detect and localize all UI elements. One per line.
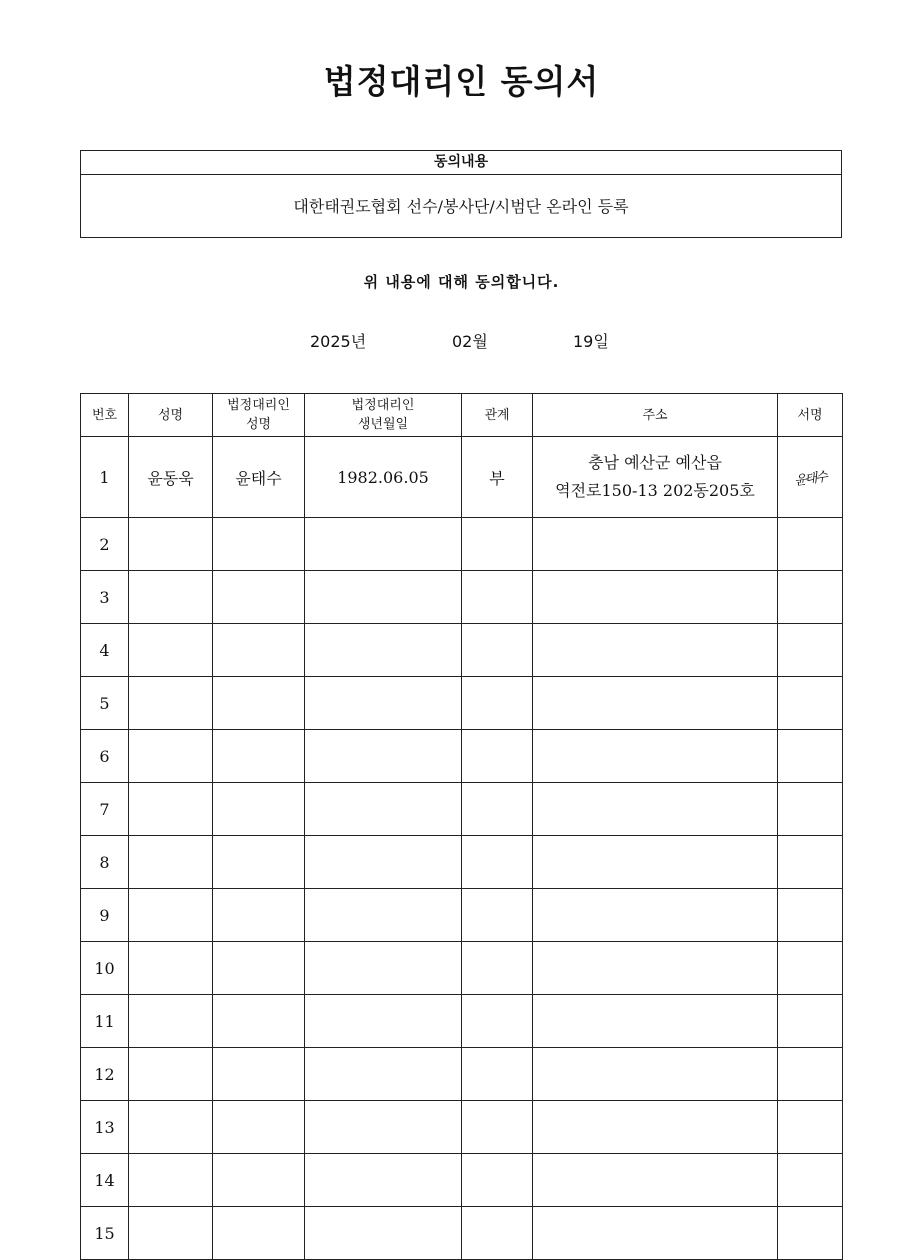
- cell-guardian-name: [213, 942, 305, 995]
- cell-guardian-birth: [305, 1048, 462, 1101]
- cell-relation: [462, 889, 533, 942]
- consent-statement: 위 내용에 대해 동의합니다.: [363, 273, 560, 291]
- cell-relation: [462, 624, 533, 677]
- cell-guardian-name: [213, 730, 305, 783]
- cell-name: [129, 995, 213, 1048]
- cell-guardian-name: [213, 1154, 305, 1207]
- cell-no: 1: [81, 437, 129, 518]
- cell-signature: [778, 1207, 843, 1260]
- cell-no: 2: [81, 518, 129, 571]
- cell-signature: [778, 942, 843, 995]
- cell-signature: [778, 836, 843, 889]
- table-row: [81, 1207, 843, 1260]
- cell-no: 11: [81, 995, 129, 1048]
- cell-no: 15: [81, 1207, 129, 1260]
- cell-address: [533, 1154, 778, 1207]
- cell-relation: [462, 1101, 533, 1154]
- table-row: [81, 624, 843, 677]
- cell-relation: [462, 783, 533, 836]
- cell-guardian-birth: [305, 1101, 462, 1154]
- cell-guardian-name: [213, 624, 305, 677]
- cell-address: [533, 783, 778, 836]
- header-guardian-birth-l1: 법정대리인: [351, 398, 415, 413]
- consent-content-box: [80, 150, 842, 238]
- header-relation: 관계: [462, 394, 533, 437]
- cell-guardian-name: [213, 1048, 305, 1101]
- cell-guardian-name: [213, 1207, 305, 1260]
- cell-signature: [778, 730, 843, 783]
- cell-name: 윤동욱: [129, 437, 213, 518]
- cell-no: 5: [81, 677, 129, 730]
- cell-guardian-name: 윤태수: [213, 437, 305, 518]
- cell-address: [533, 677, 778, 730]
- cell-name: [129, 1154, 213, 1207]
- cell-name: [129, 942, 213, 995]
- address-line-2: 역전로150-13 202동205호: [555, 481, 755, 500]
- cell-relation: [462, 1207, 533, 1260]
- table-row: [81, 1101, 843, 1154]
- cell-relation: [462, 942, 533, 995]
- cell-no: 12: [81, 1048, 129, 1101]
- cell-address: [533, 437, 778, 518]
- cell-guardian-name: [213, 677, 305, 730]
- cell-name: [129, 783, 213, 836]
- consent-content: 대한태권도협회 선수/봉사단/시범단 온라인 등록: [293, 197, 629, 216]
- address-line-1: 충남 예산군 예산읍: [588, 453, 722, 472]
- cell-address: [533, 1048, 778, 1101]
- table-row: [81, 836, 843, 889]
- cell-guardian-birth: [305, 995, 462, 1048]
- cell-signature: [778, 889, 843, 942]
- cell-address: [533, 1207, 778, 1260]
- cell-no: 4: [81, 624, 129, 677]
- cell-no: 9: [81, 889, 129, 942]
- table-row: [81, 1048, 843, 1101]
- cell-guardian-name: [213, 995, 305, 1048]
- table-row: [81, 518, 843, 571]
- cell-name: [129, 1207, 213, 1260]
- cell-address: [533, 730, 778, 783]
- header-address: 주소: [533, 394, 778, 437]
- header-no: 번호: [81, 394, 129, 437]
- cell-address: [533, 571, 778, 624]
- cell-relation: [462, 995, 533, 1048]
- cell-relation: [462, 730, 533, 783]
- table-header-row: [81, 394, 843, 437]
- cell-guardian-birth: [305, 1207, 462, 1260]
- cell-guardian-birth: [305, 730, 462, 783]
- cell-guardian-name: [213, 518, 305, 571]
- cell-address: [533, 942, 778, 995]
- cell-name: [129, 730, 213, 783]
- cell-no: 10: [81, 942, 129, 995]
- cell-guardian-birth: [305, 942, 462, 995]
- cell-signature: [778, 1101, 843, 1154]
- cell-no: 14: [81, 1154, 129, 1207]
- cell-guardian-birth: [305, 677, 462, 730]
- cell-name: [129, 518, 213, 571]
- cell-no: 13: [81, 1101, 129, 1154]
- header-signature: 서명: [778, 394, 843, 437]
- table-row: [81, 571, 843, 624]
- cell-address: [533, 889, 778, 942]
- cell-guardian-birth: [305, 624, 462, 677]
- cell-guardian-name: [213, 783, 305, 836]
- cell-address: [533, 624, 778, 677]
- table-row: [81, 942, 843, 995]
- cell-signature: [778, 677, 843, 730]
- cell-relation: [462, 677, 533, 730]
- cell-relation: [462, 518, 533, 571]
- cell-no: 8: [81, 836, 129, 889]
- cell-guardian-birth: 1982.06.05: [305, 437, 462, 518]
- header-guardian-name-l2: 성명: [245, 417, 272, 432]
- cell-signature: [778, 571, 843, 624]
- table-row: [81, 1154, 843, 1207]
- table-row: [81, 783, 843, 836]
- date-year: 2025년: [310, 332, 367, 351]
- cell-name: [129, 836, 213, 889]
- cell-signature: [778, 518, 843, 571]
- cell-guardian-name: [213, 571, 305, 624]
- cell-relation: [462, 836, 533, 889]
- cell-signature: [778, 995, 843, 1048]
- consent-header: 동의내용: [81, 151, 841, 175]
- cell-name: [129, 1048, 213, 1101]
- cell-guardian-birth: [305, 571, 462, 624]
- cell-relation: [462, 1154, 533, 1207]
- handwritten-signature: 윤태수: [793, 469, 828, 489]
- cell-address: [533, 995, 778, 1048]
- cell-signature: [778, 624, 843, 677]
- cell-signature: [778, 437, 843, 518]
- header-guardian-birth-l2: 생년월일: [357, 417, 409, 432]
- cell-no: 6: [81, 730, 129, 783]
- cell-address: [533, 836, 778, 889]
- header-guardian-name: [213, 394, 305, 437]
- cell-name: [129, 624, 213, 677]
- table-row: [81, 437, 843, 518]
- header-name: 성명: [129, 394, 213, 437]
- cell-guardian-name: [213, 889, 305, 942]
- cell-name: [129, 677, 213, 730]
- table-row: [81, 995, 843, 1048]
- cell-no: 7: [81, 783, 129, 836]
- cell-signature: [778, 783, 843, 836]
- document-title: 법정대리인 동의서: [323, 62, 600, 101]
- cell-relation: 부: [462, 437, 533, 518]
- cell-relation: [462, 1048, 533, 1101]
- cell-relation: [462, 571, 533, 624]
- cell-address: [533, 1101, 778, 1154]
- header-guardian-birth: [305, 394, 462, 437]
- cell-signature: [778, 1048, 843, 1101]
- cell-guardian-birth: [305, 889, 462, 942]
- header-guardian-name-l1: 법정대리인: [227, 398, 290, 413]
- cell-signature: [778, 1154, 843, 1207]
- cell-guardian-birth: [305, 783, 462, 836]
- cell-address: [533, 518, 778, 571]
- table-row: [81, 677, 843, 730]
- cell-guardian-birth: [305, 1154, 462, 1207]
- table-row: [81, 730, 843, 783]
- cell-guardian-birth: [305, 518, 462, 571]
- date-month: 02월: [452, 332, 488, 351]
- table-row: [81, 889, 843, 942]
- cell-guardian-birth: [305, 836, 462, 889]
- guardian-table: [80, 393, 843, 1260]
- cell-guardian-name: [213, 1101, 305, 1154]
- date-day: 19일: [573, 332, 609, 351]
- cell-no: 3: [81, 571, 129, 624]
- cell-name: [129, 571, 213, 624]
- cell-name: [129, 889, 213, 942]
- cell-guardian-name: [213, 836, 305, 889]
- cell-name: [129, 1101, 213, 1154]
